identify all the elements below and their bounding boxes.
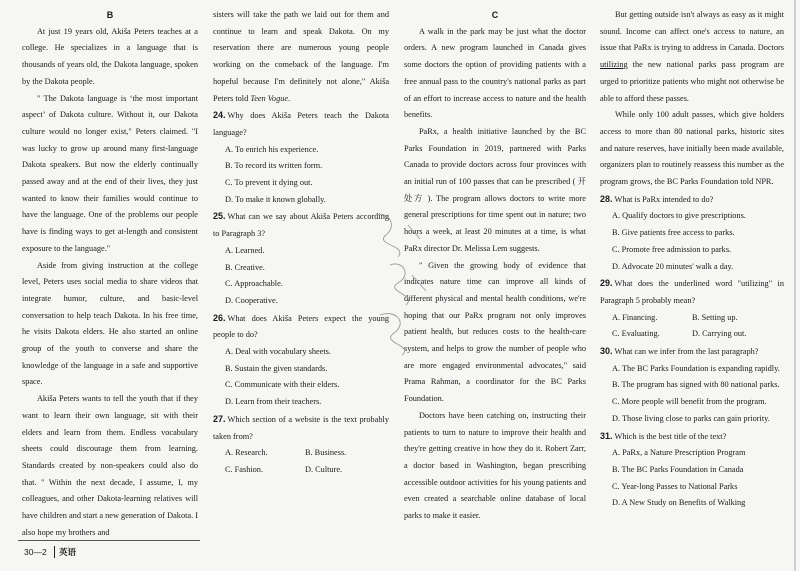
question-30 (600, 343, 784, 428)
option-c[interactable]: C. More people will benefit from the program. (612, 397, 767, 407)
option-c[interactable]: C. Fashion. (225, 464, 264, 474)
option-a[interactable]: A. Qualify doctors to give prescriptions. (612, 211, 746, 221)
option-a[interactable]: A. Financing. (612, 312, 658, 322)
passage-b-paragraph-2: " The Dakota language is ‘the most important aspect’ of Dakota culture. Without it, our Dakota culture would no longer exist," Peters claimed. "I was lucky to grow up around many first-language Dakota speakers. But now the elderly continually passed away and at the end of their lives, they just wanted to know their families would continue to have the language. One of the problems our people have is finding ways to get at-length and consistent exposure to the language." (22, 93, 198, 253)
option-c[interactable]: C. Communicate with their elders. (225, 380, 340, 390)
question-number: 24. (213, 110, 226, 121)
question-text: Which section of a website is the text probably taken from? (213, 414, 389, 441)
question-text: What can we infer from the last paragraph? (614, 347, 759, 357)
option-a[interactable]: A. To enrich his experience. (225, 144, 319, 154)
option-a[interactable]: A. Learned. (225, 245, 265, 255)
option-d[interactable]: D. To make it known globally. (225, 194, 326, 204)
section-c-heading: C (491, 10, 499, 20)
question-number: 27. (213, 413, 226, 424)
option-c[interactable]: C. Promote free admission to parks. (612, 244, 732, 254)
source-name: Teen Vogue (250, 93, 289, 103)
question-24 (213, 107, 389, 208)
option-b[interactable]: B. Setting up. (692, 312, 738, 322)
question-number: 31. (600, 430, 613, 441)
passage-b-paragraph-4-continued: sisters will take the path we laid out for them and continue to learn and speak Dakota. On my reservation there are numerous young people working on the comeback of the language. I'm hopeful because I'm definitely not alone," Akiša Peters told Teen Vogue. (213, 10, 389, 103)
pencil-scribble (368, 205, 438, 365)
passage-c-paragraph-5: But getting outside isn't always as easy as it might sound. Income can affect one's access to nature, an issue that PaRx is trying to address in Canada. Doctors utilizing the new national parks pass program are urged to prioritize patients who might not otherwise be able to afford these passes. (600, 10, 784, 103)
question-text: Which is the best title of the text? (614, 431, 727, 441)
column-4 (600, 7, 784, 512)
question-27 (213, 411, 389, 479)
option-c[interactable]: C. Evaluating. (612, 329, 660, 339)
section-b-heading: B (106, 10, 114, 20)
passage-c-paragraph-2: PaRx, a health initiative launched by the BC Parks Foundation in 2019, partnered with Parks Canada to provide doctors across four provinces with an initial run of 100 passes that can be prescribed ( 开处方 ). The program allows doctors to write more general prescriptions for time spent out in nature; two hours a week, at least 20 minutes at a time, is what PaRx director Dr. Melissa Lem suggests. (404, 126, 586, 253)
passage-b-paragraph-1: At just 19 years old, Akiša Peters teaches at a college. He specializes in a language that is thousands of years old, the Dakota language, spoken by the Dakota people. (22, 26, 198, 86)
option-b[interactable]: B. Sustain the given standards. (225, 363, 328, 373)
passage-c-paragraph-1: A walk in the park may be just what the doctor orders. A new program launched in Canada gives some doctors the option of providing patients with a free annual pass to the country's national parks as part of an effort to increase access to nature and the health benefits. (404, 26, 586, 120)
option-b[interactable]: B. The BC Parks Foundation in Canada (612, 464, 744, 474)
option-b[interactable]: B. To record its written form. (225, 161, 323, 171)
question-text: Why does Akiša Peters teach the Dakota language? (213, 111, 389, 137)
question-25 (213, 208, 389, 309)
passage-c-paragraph-6: While only 100 adult passes, which give holders access to more than 80 national parks, historic sites and nature reserves, have initially been made available, organizers plan to routinely reassess this number as the program grows, the BC Parks Foundation told NPR. (600, 110, 784, 187)
passage-b-paragraph-3: Aside from giving instruction at the college level, Peters uses social media to share videos that integrate humor, culture, and basic-level conversation to help teach Dakota. In his free time, he visits Dakota elders. He also started an online group of the youth to converse and share the knowledge of the language in a safe and supportive space. (22, 260, 198, 387)
option-b[interactable]: B. Creative. (225, 262, 265, 272)
option-d[interactable]: D. Advocate 20 minutes' walk a day. (612, 261, 734, 271)
option-d[interactable]: D. Culture. (305, 464, 343, 474)
option-c[interactable]: C. Approachable. (225, 279, 283, 289)
question-number: 30. (600, 346, 613, 357)
question-number: 28. (600, 193, 613, 204)
question-number: 26. (213, 312, 226, 323)
option-d[interactable]: D. Learn from their teachers. (225, 397, 322, 407)
question-text: What does the underlined word "utilizing" in Paragraph 5 probably mean? (600, 279, 784, 305)
page-number: 30—2 (24, 547, 47, 557)
scan-edge (794, 0, 796, 571)
option-c[interactable]: C. Year-long Passes to National Parks (612, 481, 738, 491)
question-26 (213, 310, 389, 411)
question-text: What can we say about Akiša Peters according to Paragraph 3? (213, 212, 389, 239)
underlined-word: utilizing (600, 60, 628, 70)
option-b[interactable]: B. Business. (305, 448, 347, 458)
question-31 (600, 428, 784, 513)
question-number: 25. (213, 211, 226, 222)
question-28 (600, 191, 784, 276)
question-text: What does Akiša Peters expect the young people to do? (213, 313, 389, 340)
question-29 (600, 275, 784, 343)
question-text: What is PaRx intended to do? (614, 194, 714, 204)
option-d[interactable]: D. A New Study on Benefits of Walking (612, 498, 746, 508)
page-footer (18, 540, 200, 561)
option-b[interactable]: B. The program has signed with 80 national parks. (612, 380, 780, 390)
option-b[interactable]: B. Give patients free access to parks. (612, 228, 735, 238)
passage-b-paragraph-4: Akiša Peters wants to tell the youth that if they want to learn their own language, sit with their elders and learn from them. Endless vocabulary sheets could discourage them from learning. Standards created by non-speakers could also do that. " Within the next decade, I assume, I, my colleagues, and other Dakota-learning relatives will have children and start a new generation of Dakota. I also hope my brothers and (22, 394, 199, 537)
passage-c-paragraph-4: Doctors have been catching on, instructing their patients to turn to nature to improve their health and they're getting creative in how they do it. Robert Zarr, a doctor based in Washington, began prescribing accessible outdoor activities for his young patients and even created a searchable online database of local parks to make it easier. (404, 410, 586, 521)
option-a[interactable]: A. PaRx, a Nature Prescription Program (612, 448, 746, 458)
column-2 (213, 7, 389, 479)
option-a[interactable]: A. Deal with vocabulary sheets. (225, 347, 331, 357)
option-a[interactable]: A. Research. (225, 448, 268, 458)
option-d[interactable]: D. Carrying out. (692, 329, 747, 339)
question-number: 29. (600, 278, 613, 289)
passage-c-paragraph-3: " Given the growing body of evidence that indicates nature time can improve all kinds of different physical and mental health conditions, we're hoping that our PaRx program not only improves patient health, but reduces costs to the health-care system, and helps to grow the number of people who are more engaged environmental advocates," said Prama Rahman, a coordinator for the BC Parks Foundation. (404, 260, 586, 404)
option-d[interactable]: D. Cooperative. (225, 295, 278, 305)
option-c[interactable]: C. To prevent it dying out. (225, 178, 313, 188)
column-1 (22, 7, 198, 542)
option-d[interactable]: D. Those living close to parks can gain priority. (612, 413, 770, 423)
subject-label: 英语 (54, 546, 76, 558)
option-a[interactable]: A. The BC Parks Foundation is expanding rapidly. (612, 363, 780, 373)
